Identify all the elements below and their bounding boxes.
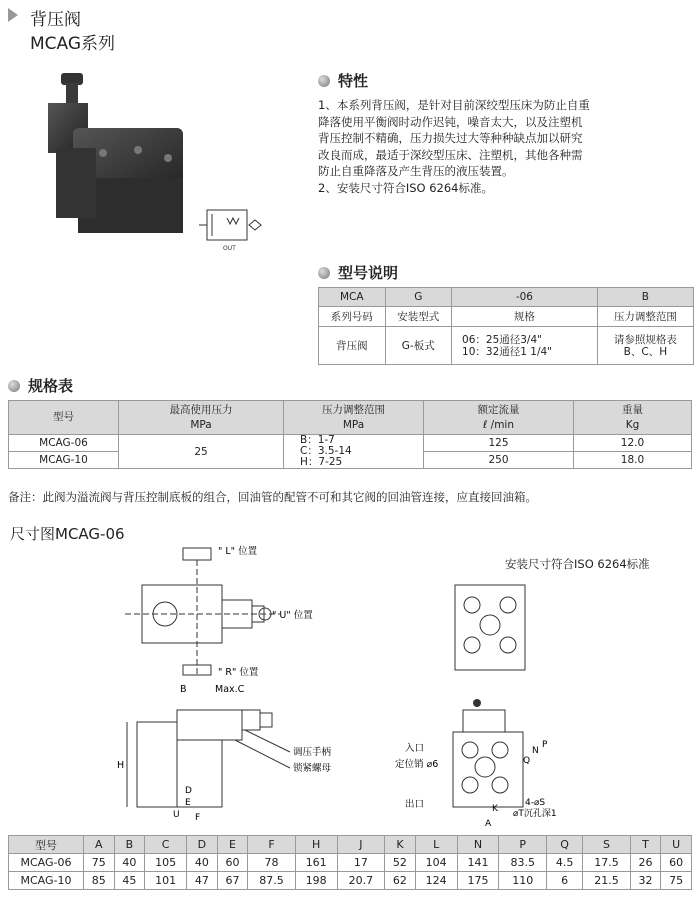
- label-e: E: [185, 798, 191, 808]
- spec-heading: 规格表: [8, 375, 73, 396]
- features-heading: 特性: [318, 70, 368, 91]
- label-handle: 调压手柄: [293, 747, 332, 758]
- label-nut: 锁紧螺母: [293, 763, 332, 774]
- label-a: A: [485, 819, 492, 829]
- table-row: MCAG-10 85 45 101 47 67 87.5 198 20.7 62 124 175 110 6 21.5 32 75: [9, 872, 692, 890]
- label-maxc: Max.C: [215, 684, 245, 695]
- label-inlet: 入口: [405, 743, 425, 754]
- label-b: B: [180, 684, 187, 695]
- mounting-pattern-drawing: [440, 575, 540, 680]
- subplate-drawing: [395, 695, 625, 830]
- label-r-position: " R" 位置: [218, 667, 259, 678]
- page-title: 背压阀: [30, 10, 81, 30]
- dimension-table: 型号 A B C D E F H J K L N P Q S T U MCAG-06 75 40 105 40 60 78 161 17 52 104 141 83.5 4.5 17.5 26 60 MCAG-10 85 45 101 47 67 87.5 198 20.7 62 124 175 110 6 21.5 32 75: [8, 835, 692, 890]
- symbol-out-label: OUT: [223, 245, 236, 252]
- hydraulic-symbol: [197, 204, 269, 254]
- product-photo: [28, 68, 198, 238]
- label-pin: 定位销 ⌀6: [395, 759, 439, 770]
- iso-note: 安装尺寸符合ISO 6264标准: [505, 557, 650, 571]
- table-row: MCAG-06 75 40 105 40 60 78 161 17 52 104 141 83.5 4.5 17.5 26 60: [9, 854, 692, 872]
- label-h: H: [117, 760, 125, 771]
- dim-heading: 尺寸图MCAG-06: [10, 525, 125, 543]
- note-text: 备注：此阀为溢流阀与背压控制底板的组合，回油管的配管不可和其它阀的回油管连接，应直接回油箱。: [8, 490, 537, 504]
- page-subtitle: MCAG系列: [30, 34, 116, 54]
- title-arrow-icon: [8, 8, 18, 22]
- label-k: K: [492, 804, 498, 814]
- label-u-position: " U" 位置: [272, 610, 313, 621]
- features-text: 1、本系列背压阀，是针对目前深绞型压床为防止自重 降落使用平衡阀时动作迟钝，噪音太大，以及注塑机 背压控制不精确，压力损失过大等种种缺点加以研究 改良而成，最适于深绞型压床、注塑机，其他各种需 防止自重降落及产生背压的液压装置。 2、安装尺寸符合ISO 6264标准。: [318, 98, 590, 195]
- bullet-icon: [8, 380, 20, 392]
- side-view-drawing: [115, 680, 365, 830]
- label-u: U: [173, 810, 180, 820]
- bullet-icon: [318, 267, 330, 279]
- model-heading: 型号说明: [318, 262, 398, 283]
- label-l-position: " L" 位置: [218, 546, 258, 557]
- label-p: P: [542, 740, 548, 750]
- top-view-drawing: [120, 540, 340, 685]
- label-holes: 4-⌀S: [525, 798, 546, 808]
- label-counterbore: ⌀T沉孔深1: [513, 809, 557, 819]
- label-n: N: [532, 746, 539, 756]
- label-outlet: 出口: [405, 799, 425, 810]
- label-d: D: [185, 786, 192, 796]
- spec-table: 型号 最高使用压力 MPa 压力调整范围 MPa 额定流量 ℓ /min 重量 Kg MCAG-06 25 B：1-7 C：3.5-14 H：7-25 125 12.0 MCAG-10 250 18.0: [8, 400, 692, 469]
- model-table: MCA G -06 B 系列号码 安装型式 规格 压力调整范围 背压阀 G-板式 06：25通径3/4" 10：32通径1 1/4" 请参照规格表 B、C、H: [318, 287, 694, 365]
- bullet-icon: [318, 75, 330, 87]
- label-q: Q: [523, 756, 531, 766]
- label-f: F: [195, 813, 201, 823]
